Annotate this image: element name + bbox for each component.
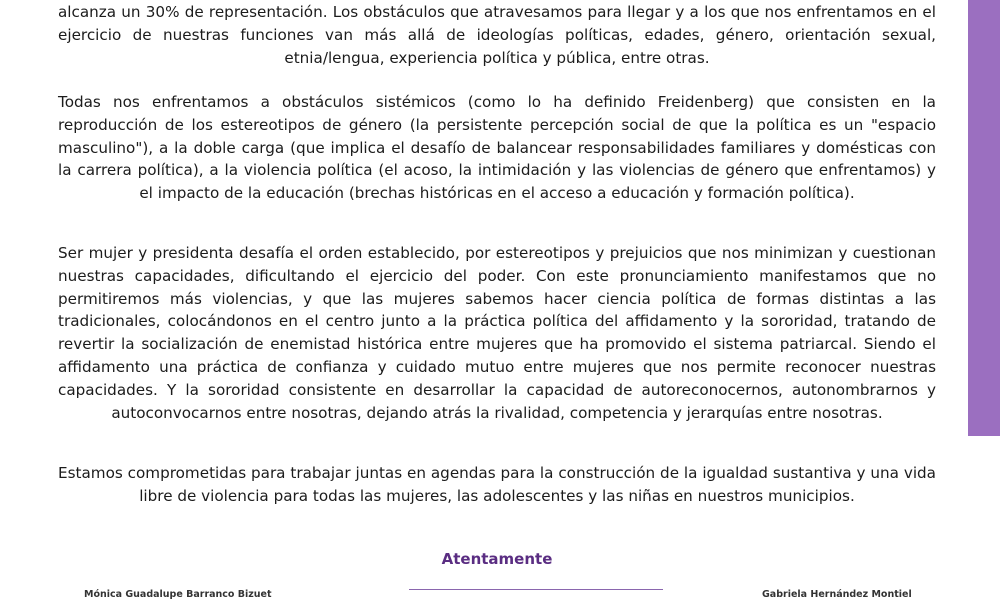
decorative-side-bar [968, 0, 1000, 436]
closing-salutation: Atentamente [441, 550, 553, 568]
paragraph-1: alcanza un 30% de representación. Los obstáculos que atravesamos para llegar y a los que nos enfrentamos en el ejercicio de nuestras funciones van más allá de ideologías políticas, edades, género, orientación sexual, etnia/lengua, experiencia política y pública, entre otras. [58, 3, 936, 67]
paragraph-3: Ser mujer y presidenta desafía el orden establecido, por estereotipos y prejuicios que nos minimizan y cuestionan nuestras capacidades, dificultando el ejercicio del poder. Con este pronunciamiento manifestamos que no permitiremos más violencias, y que las mujeres sabemos hacer ciencia política de formas distintas a las tradicionales, colocándonos en el centro junto a la práctica política del affidamento y la sororidad, tratando de revertir la socialización de enemistad histórica entre mujeres que ha promovido el sistema patriarcal. Siendo el affidamento una práctica de confianza y cuidado mutuo entre mujeres que nos permite reconocer nuestras capacidades. Y la sororidad consistente en desarrollar la capacidad de autoreconocernos, autonombrarnos y autoconvocarnos entre nosotras, dejando atrás la rivalidad, competencia y jerarquías entre nosotras. [58, 244, 936, 422]
paragraph-2: Todas nos enfrentamos a obstáculos sistémicos (como lo ha definido Freidenberg) que consisten en la reproducción de los estereotipos de género (la persistente percepción social de que la política es un "espacio masculino"), a la doble carga (que implica el desafío de balancear responsabilidades familiares y domésticas con la carrera política), a la violencia política (el acoso, la intimidación y las violencias de género que enfrentamos) y el impacto de la educación (brechas históricas en el acceso a educación y formación política). [58, 93, 936, 203]
signature-name-left: Mónica Guadalupe Barranco Bizuet [84, 589, 272, 600]
signature-name-right: Gabriela Hernández Montiel [762, 589, 912, 600]
signature-line [409, 589, 663, 590]
paragraph-4: Estamos comprometidas para trabajar juntas en agendas para la construcción de la igualdad sustantiva y una vida libre de violencia para todas las mujeres, las adolescentes y las niñas en nuestros municipios. [58, 464, 936, 505]
